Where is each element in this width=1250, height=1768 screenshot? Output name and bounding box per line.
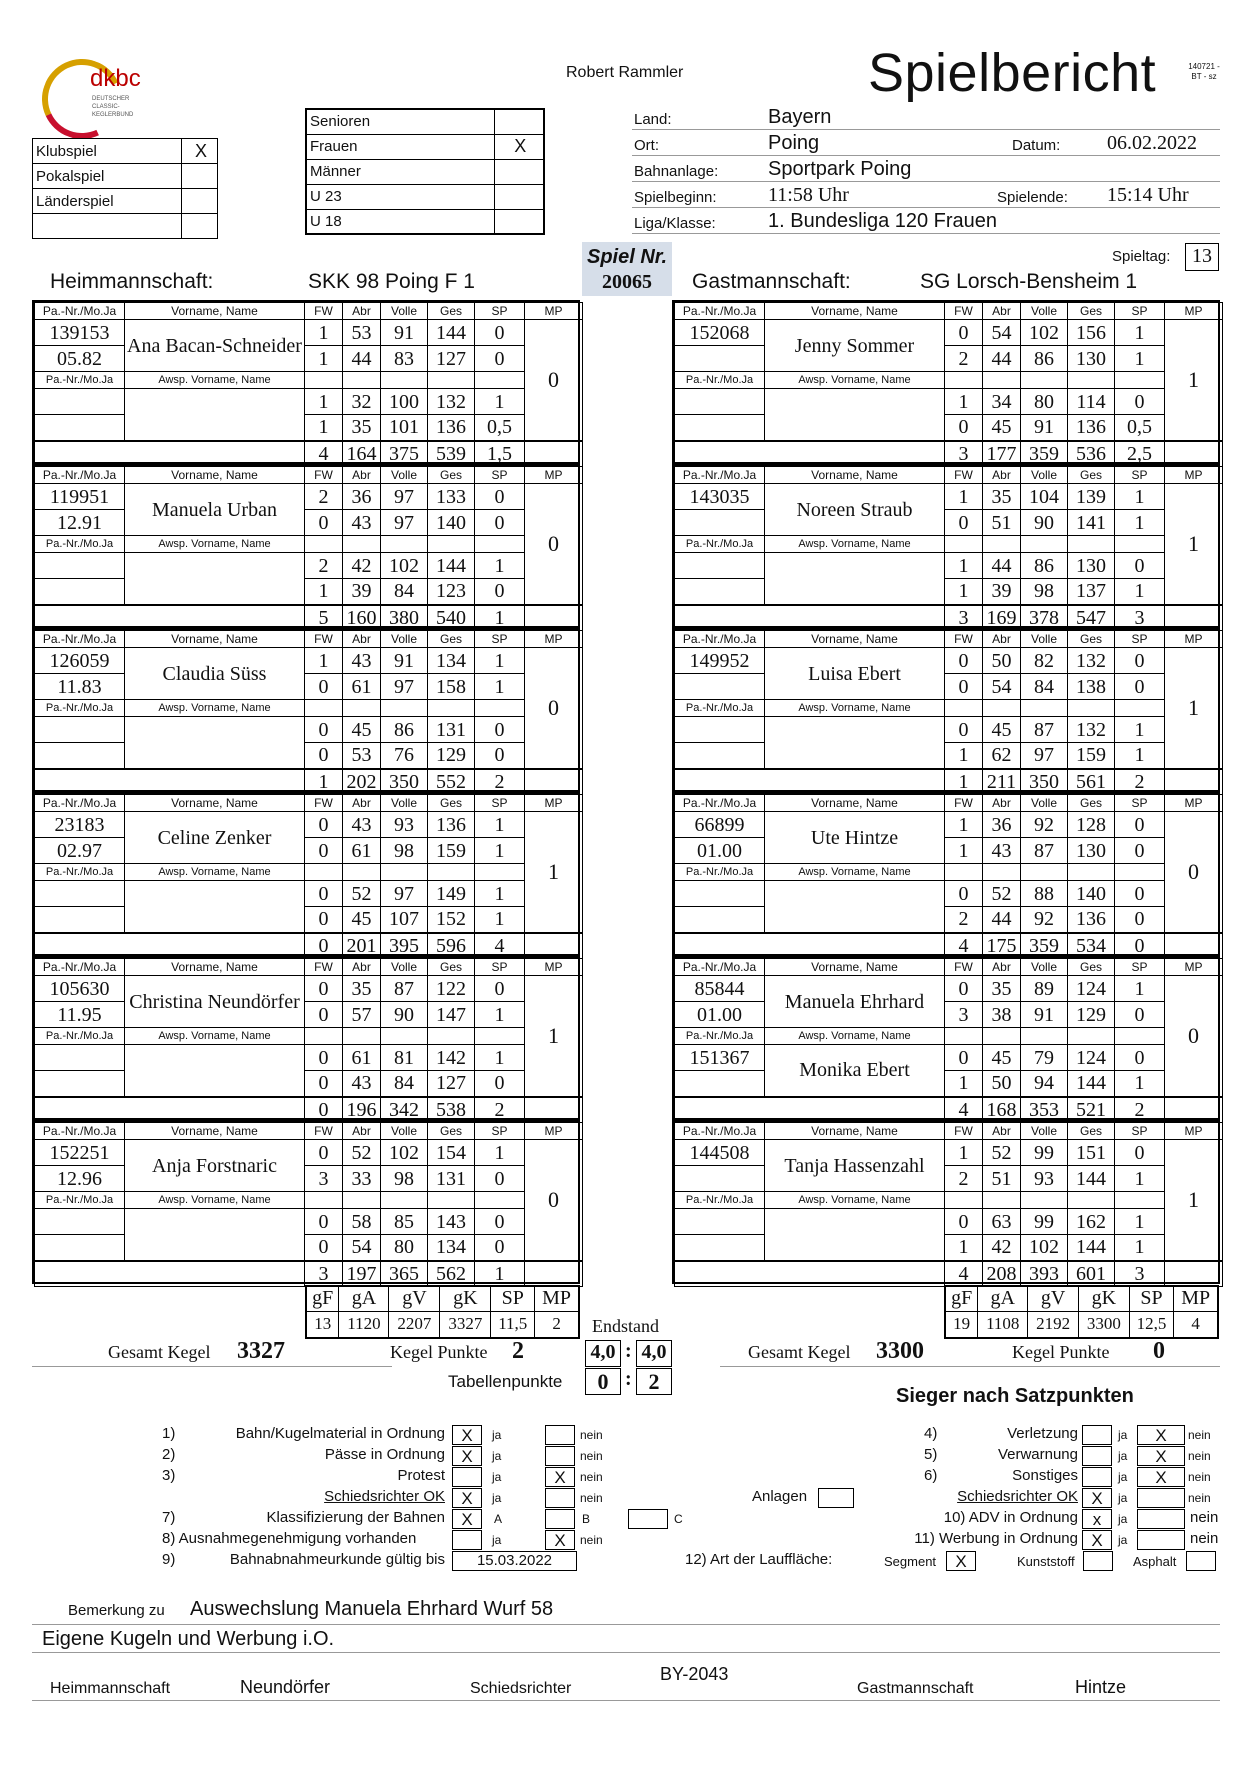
dkbc-logo: dkbc DEUTSCHER CLASSIC-KEGLERBUND — [40, 55, 150, 145]
category-mark — [494, 109, 544, 134]
player-born: 01.00 — [675, 838, 765, 864]
game-type-row — [33, 189, 218, 214]
home-player-block — [32, 464, 580, 628]
sub-name — [765, 389, 945, 441]
check-num: 1) — [162, 1425, 176, 1442]
check-num: 2) — [162, 1446, 176, 1463]
sub-pass — [35, 389, 125, 415]
game-type-label: Länderspiel — [33, 189, 182, 214]
summary-head: MP — [535, 1286, 579, 1312]
player-name: Tanja Hassenzahl — [765, 1140, 945, 1192]
segment-box[interactable]: X — [946, 1551, 976, 1571]
summary-value: 3300 — [1078, 1312, 1129, 1338]
info-land: Land: Bayern — [632, 104, 1220, 130]
anlagen-label: Anlagen — [752, 1488, 808, 1505]
page-title: Spielbericht — [868, 43, 1157, 103]
player-born — [675, 674, 765, 700]
nein-label: nein — [1188, 1449, 1211, 1463]
category-mark — [494, 159, 544, 184]
player-mp: 0 — [525, 1140, 583, 1261]
game-type-row — [33, 214, 218, 239]
player-score-table: Pa.-Nr./Mo.Ja Vorname, Name FW Abr Volle Ges SP MP 126059 Claudia Süss 1 43 91 134 1 0 11.83 0 61 97 158 1 Pa.-Nr./Mo.Ja Awsp. Vorname, Name 0 45 86 131 0 0 53 76 129 0 1 202 350 552 2 — [34, 630, 583, 795]
player-pass: 149952 — [675, 648, 765, 674]
check-ja-box[interactable] — [1082, 1467, 1112, 1487]
check-nein-box[interactable] — [545, 1425, 575, 1445]
summary-value: 1120 — [339, 1312, 389, 1338]
player-born: 11.95 — [35, 1002, 125, 1028]
ja-label: ja — [1118, 1428, 1128, 1442]
player-name: Celine Zenker — [125, 812, 305, 864]
ja-label: ja — [1118, 1449, 1128, 1463]
player-born: 12.96 — [35, 1166, 125, 1192]
score-home: 4,0 — [585, 1340, 621, 1367]
check-label: Sonstiges — [1012, 1467, 1078, 1484]
summary-value: 11,5 — [491, 1312, 535, 1338]
ja-label: ja — [1118, 1491, 1128, 1505]
remark-text-2: Eigene Kugeln und Werbung i.O. — [42, 1628, 335, 1650]
summary-head: gA — [339, 1286, 389, 1312]
player-score-table: Pa.-Nr./Mo.Ja Vorname, Name FW Abr Volle Ges SP MP 23183 Celine Zenker 0 43 93 136 1 1 02.97 0 61 98 159 1 Pa.-Nr./Mo.Ja Awsp. Vorname, Name 0 52 97 149 1 0 45 107 152 1 0 201 395 596 4 — [34, 794, 583, 959]
player-name: Anja Forstnaric — [125, 1140, 305, 1192]
category-row — [306, 209, 544, 234]
summary-value: 3327 — [440, 1312, 491, 1338]
check-nein-box[interactable]: X — [1137, 1467, 1185, 1487]
player-mp: 0 — [1165, 976, 1223, 1097]
home-kp-value: 2 — [512, 1338, 524, 1364]
player-name: Manuela Urban — [125, 484, 305, 536]
category-label: Senioren — [306, 109, 494, 134]
check-nein-box[interactable] — [1137, 1530, 1185, 1550]
player-mp: 1 — [1165, 1140, 1223, 1261]
ja-label: ja — [492, 1470, 502, 1484]
info-liga: Liga/Klasse: 1. Bundesliga 120 Frauen — [632, 208, 1220, 234]
kunststoff-box[interactable] — [1083, 1551, 1113, 1571]
segment-label: Segment — [884, 1554, 937, 1569]
game-type-mark: X — [182, 139, 218, 164]
spiel-nr-box: Spiel Nr. 20065 — [582, 242, 672, 296]
check-ja-box[interactable] — [452, 1530, 482, 1550]
guest-kp-label: Kegel Punkte — [1012, 1342, 1110, 1362]
home-player-block — [32, 956, 580, 1120]
check-ja-box[interactable]: X — [1082, 1488, 1112, 1508]
home-summary-table — [305, 1285, 580, 1339]
player-mp: 0 — [525, 648, 583, 769]
summary-value: 2207 — [389, 1312, 440, 1338]
player-name: Luisa Ebert — [765, 648, 945, 700]
check-ja-box[interactable]: X — [452, 1425, 482, 1445]
check-nein-box[interactable]: X — [1137, 1425, 1185, 1445]
player-score-table: Pa.-Nr./Mo.Ja Vorname, Name FW Abr Volle Ges SP MP 66899 Ute Hintze 1 36 92 128 0 0 01.00 1 43 87 130 0 Pa.-Nr./Mo.Ja Awsp. Vorname, Name 0 52 88 140 0 2 44 92 136 0 4 175 359 534 0 — [674, 794, 1223, 959]
home-team-name: SKK 98 Poing F 1 — [308, 270, 475, 293]
nein-label: nein — [580, 1449, 603, 1463]
tab-colon: : — [625, 1368, 632, 1390]
category-row — [306, 109, 544, 134]
summary-value: 1108 — [978, 1312, 1028, 1338]
summary-value: 13 — [306, 1312, 339, 1338]
sub-pass — [35, 881, 125, 907]
player-score-table: Pa.-Nr./Mo.Ja Vorname, Name FW Abr Volle Ges SP MP 149952 Luisa Ebert 0 50 82 132 0 1 0 54 84 138 0 Pa.-Nr./Mo.Ja Awsp. Vorname, Name 0 45 87 132 1 1 62 97 159 1 1 211 350 561 2 — [674, 630, 1223, 795]
remark-text: Auswechslung Manuela Ehrhard Wurf 58 — [190, 1598, 554, 1620]
player-mp: 0 — [525, 320, 583, 441]
player-name: Claudia Süss — [125, 648, 305, 700]
sieger-label: Sieger nach Satzpunkten — [896, 1385, 1134, 1407]
summary-value: 4 — [1174, 1312, 1218, 1338]
player-score-table: Pa.-Nr./Mo.Ja Vorname, Name FW Abr Volle Ges SP MP 105630 Christina Neundörfer 0 35 87 122 0 1 11.95 0 57 90 147 1 Pa.-Nr./Mo.Ja Awsp. Vorname, Name 0 61 81 142 1 0 43 84 127 0 0 196 342 538 2 — [34, 958, 583, 1123]
check-label: Klassifizierung der Bahnen — [266, 1509, 445, 1526]
remark-label: Bemerkung zu — [68, 1602, 165, 1619]
game-type-label: Klubspiel — [33, 139, 182, 164]
check-ja-box[interactable]: X — [452, 1488, 482, 1508]
nein-label: nein — [1188, 1428, 1211, 1442]
sub-pass — [675, 389, 765, 415]
player-score-table: Pa.-Nr./Mo.Ja Vorname, Name FW Abr Volle Ges SP MP 152068 Jenny Sommer 0 54 102 156 1 1 2 44 86 130 1 Pa.-Nr./Mo.Ja Awsp. Vorname, Name 1 34 80 114 0 0 45 91 136 0,5 3 177 359 536 2,5 — [674, 302, 1223, 467]
category-row — [306, 134, 544, 159]
home-team-label: Heimmannschaft: — [50, 270, 214, 293]
category-row — [306, 159, 544, 184]
sub-pass — [675, 881, 765, 907]
game-type-row — [33, 139, 218, 164]
summary-head: gF — [306, 1286, 339, 1312]
player-born — [675, 346, 765, 372]
schiedsrichter-ok-label: Schiedsrichter OK — [324, 1488, 445, 1505]
sub-name — [125, 1045, 305, 1097]
player-mp: 1 — [1165, 484, 1223, 605]
kunststoff-label: Kunststoff — [1017, 1554, 1075, 1569]
sub-name — [125, 1209, 305, 1261]
ja-label: ja — [1118, 1533, 1128, 1547]
nein-label: nein — [580, 1428, 603, 1442]
guest-gesamt-kegel: 3300 — [876, 1338, 924, 1364]
player-pass: 139153 — [35, 320, 125, 346]
info-bahn: Bahnanlage: Sportpark Poing — [632, 156, 1220, 182]
check-nein-box[interactable] — [545, 1446, 575, 1466]
game-type-mark — [182, 214, 218, 239]
player-pass: 143035 — [675, 484, 765, 510]
player-born: 05.82 — [35, 346, 125, 372]
category-label: Männer — [306, 159, 494, 184]
player-mp: 1 — [1165, 648, 1223, 769]
summary-head: SP — [1129, 1286, 1174, 1312]
ja-label: ja — [1118, 1470, 1128, 1484]
player-mp: 1 — [525, 976, 583, 1097]
nein-label: nein — [580, 1470, 603, 1484]
nein-label: nein — [580, 1533, 603, 1547]
check-ja-box[interactable]: X — [452, 1446, 482, 1466]
anlagen-box[interactable] — [818, 1488, 854, 1508]
check-label: 11) Werbung in Ordnung — [914, 1530, 1078, 1547]
lauf-label: 12) Art der Lauffläche: — [685, 1551, 833, 1568]
player-pass: 66899 — [675, 812, 765, 838]
player-score-table: Pa.-Nr./Mo.Ja Vorname, Name FW Abr Volle Ges SP MP 85844 Manuela Ehrhard 0 35 89 124 1 0 01.00 3 38 91 129 0 Pa.-Nr./Mo.Ja Awsp. Vorname, Name 151367 Monika Ebert 0 45 79 124 0 1 50 94 144 1 4 168 353 521 2 — [674, 958, 1223, 1123]
check-label: Protest — [397, 1467, 445, 1484]
summary-head: MP — [1174, 1286, 1218, 1312]
category-label: U 18 — [306, 209, 494, 234]
sub-name — [125, 389, 305, 441]
summary-value: 19 — [945, 1312, 978, 1338]
guest-player-block — [672, 956, 1220, 1120]
player-pass: 105630 — [35, 976, 125, 1002]
form-code: 140721 - BT - sz — [1188, 62, 1220, 81]
ja-label: ja — [492, 1533, 502, 1547]
guest-team-name: SG Lorsch-Bensheim 1 — [920, 270, 1138, 293]
check-ja-box[interactable] — [1082, 1425, 1112, 1445]
score-colon: : — [625, 1340, 632, 1362]
sub-pass — [35, 717, 125, 743]
player-mp: 1 — [525, 812, 583, 933]
footer-sr-code: BY-2043 — [660, 1664, 729, 1684]
home-kp-label: Kegel Punkte — [390, 1342, 488, 1362]
player-born: 11.83 — [35, 674, 125, 700]
asphalt-box[interactable] — [1186, 1551, 1216, 1571]
ja-label: ja — [1118, 1512, 1128, 1526]
player-score-table: Pa.-Nr./Mo.Ja Vorname, Name FW Abr Volle Ges SP MP 152251 Anja Forstnaric 0 52 102 154 1 0 12.96 3 33 98 131 0 Pa.-Nr./Mo.Ja Awsp. Vorname, Name 0 58 85 143 0 0 54 80 134 0 3 197 365 562 1 — [34, 1122, 583, 1287]
tabellenpunkte-label: Tabellenpunkte — [448, 1372, 563, 1391]
player-name: Jenny Sommer — [765, 320, 945, 372]
check-num: 9) — [162, 1551, 176, 1568]
check-nein-box[interactable]: X — [545, 1530, 575, 1550]
sub-pass — [35, 553, 125, 579]
check-label: Verwarnung — [997, 1446, 1078, 1463]
category-mark: X — [494, 134, 544, 159]
score-guest: 4,0 — [636, 1340, 672, 1367]
game-type-label — [33, 214, 182, 239]
game-type-table — [32, 138, 218, 239]
home-gesamt-label: Gesamt Kegel — [108, 1342, 211, 1362]
sub-pass — [675, 717, 765, 743]
check-label: Verletzung — [1007, 1425, 1078, 1442]
check-nein-box[interactable] — [1137, 1488, 1185, 1508]
player-name: Ana Bacan-Schneider — [125, 320, 305, 372]
guest-summary-table — [944, 1285, 1219, 1339]
summary-value: 2192 — [1028, 1312, 1079, 1338]
nein-label: nein — [1190, 1530, 1219, 1547]
check-a-box[interactable]: X — [452, 1509, 482, 1529]
home-player-block — [32, 1120, 580, 1284]
player-pass: 85844 — [675, 976, 765, 1002]
sub-pass — [675, 1209, 765, 1235]
check-b-box[interactable] — [545, 1509, 575, 1529]
check-nein-box[interactable]: X — [545, 1467, 575, 1487]
ja-label: ja — [492, 1428, 502, 1442]
footer-guest-label: Gastmannschaft — [857, 1680, 974, 1697]
player-name: Noreen Straub — [765, 484, 945, 536]
footer-guest-signature: Hintze — [1075, 1677, 1127, 1697]
endstand-label: Endstand — [592, 1316, 659, 1336]
check-ja-box[interactable] — [1082, 1446, 1112, 1466]
check-num: 7) — [162, 1509, 176, 1526]
guest-team-label: Gastmannschaft: — [692, 270, 851, 293]
bahnabnahme-date[interactable]: 15.03.2022 — [452, 1551, 577, 1571]
guest-kp-value: 0 — [1153, 1338, 1165, 1364]
player-mp: 1 — [1165, 320, 1223, 441]
player-pass: 152068 — [675, 320, 765, 346]
nein-label: nein — [1188, 1491, 1211, 1505]
check-label: Pässe in Ordnung — [324, 1446, 445, 1463]
sub-name: Monika Ebert — [765, 1045, 945, 1097]
category-label: Frauen — [306, 134, 494, 159]
nein-label: nein — [580, 1491, 603, 1505]
check-c-box[interactable] — [628, 1509, 668, 1529]
player-score-table: Pa.-Nr./Mo.Ja Vorname, Name FW Abr Volle Ges SP MP 139153 Ana Bacan-Schneider 1 53 91 144 0 0 05.82 1 44 83 127 0 Pa.-Nr./Mo.Ja Awsp. Vorname, Name 1 32 100 132 1 1 35 101 136 0,5 4 164 375 539 1,5 — [34, 302, 583, 467]
footer-sr-label: Schiedsrichter — [470, 1680, 572, 1697]
b-label: B — [582, 1512, 591, 1526]
sub-name — [125, 717, 305, 769]
summary-value: 12,5 — [1129, 1312, 1174, 1338]
player-score-table: Pa.-Nr./Mo.Ja Vorname, Name FW Abr Volle Ges SP MP 144508 Tanja Hassenzahl 1 52 99 151 0 1 2 51 93 144 1 Pa.-Nr./Mo.Ja Awsp. Vorname, Name 0 63 99 162 1 1 42 102 144 1 4 208 393 601 3 — [674, 1122, 1223, 1287]
category-table — [305, 108, 545, 235]
check-nein-box[interactable] — [545, 1488, 575, 1508]
check-label: Bahn/Kugelmaterial in Ordnung — [235, 1425, 445, 1442]
spieltag-label: Spieltag: — [1112, 248, 1171, 265]
check-num: 4) — [924, 1425, 938, 1442]
player-score-table: Pa.-Nr./Mo.Ja Vorname, Name FW Abr Volle Ges SP MP 143035 Noreen Straub 1 35 104 139 1 1 0 51 90 141 1 Pa.-Nr./Mo.Ja Awsp. Vorname, Name 1 44 86 130 0 1 39 98 137 1 3 169 378 547 3 — [674, 466, 1223, 631]
player-pass: 23183 — [35, 812, 125, 838]
guest-player-block — [672, 1120, 1220, 1284]
check-num: 5) — [924, 1446, 938, 1463]
player-pass: 126059 — [35, 648, 125, 674]
sub-pass — [675, 553, 765, 579]
guest-player-block — [672, 792, 1220, 956]
check-ja-box[interactable]: X — [1082, 1530, 1112, 1550]
home-player-block — [32, 628, 580, 792]
player-born — [675, 510, 765, 536]
sub-pass — [35, 1045, 125, 1071]
summary-head: gF — [945, 1286, 978, 1312]
player-mp: 0 — [1165, 812, 1223, 933]
sub-name — [765, 881, 945, 933]
home-gesamt-kegel: 3327 — [237, 1338, 285, 1364]
player-pass: 119951 — [35, 484, 125, 510]
player-born: 02.97 — [35, 838, 125, 864]
game-type-row — [33, 164, 218, 189]
player-born — [675, 1166, 765, 1192]
tab-home: 0 — [585, 1368, 621, 1395]
summary-value: 2 — [535, 1312, 579, 1338]
tab-guest: 2 — [636, 1368, 672, 1395]
category-row — [306, 184, 544, 209]
player-born: 12.91 — [35, 510, 125, 536]
nein-label: nein — [1190, 1509, 1219, 1526]
check-nein-box[interactable] — [1137, 1509, 1185, 1529]
player-pass: 144508 — [675, 1140, 765, 1166]
player-born: 01.00 — [675, 1002, 765, 1028]
summary-head: gK — [440, 1286, 491, 1312]
sub-name — [765, 553, 945, 605]
check-nein-box[interactable]: X — [1137, 1446, 1185, 1466]
asphalt-label: Asphalt — [1133, 1554, 1177, 1569]
info-ort: Ort: Poing Datum: 06.02.2022 — [632, 130, 1220, 156]
guest-gesamt-label: Gesamt Kegel — [748, 1342, 851, 1362]
schiedsrichter-ok-label-2: Schiedsrichter OK — [957, 1488, 1078, 1505]
player-mp: 0 — [525, 484, 583, 605]
sub-name — [765, 717, 945, 769]
sub-pass: 151367 — [675, 1045, 765, 1071]
check-label: 8) Ausnahmegenehmigung vorhanden — [162, 1530, 417, 1547]
a-label: A — [494, 1512, 503, 1526]
category-label: U 23 — [306, 184, 494, 209]
spieltag-value: 13 — [1185, 243, 1219, 271]
check-num: 6) — [924, 1467, 938, 1484]
sub-name — [125, 553, 305, 605]
player-name: Manuela Ehrhard — [765, 976, 945, 1028]
header-referee-name: Robert Rammler — [566, 64, 684, 81]
home-player-block — [32, 300, 580, 464]
summary-head: gK — [1078, 1286, 1129, 1312]
footer-home-label: Heimmannschaft — [50, 1680, 171, 1697]
player-score-table: Pa.-Nr./Mo.Ja Vorname, Name FW Abr Volle Ges SP MP 119951 Manuela Urban 2 36 97 133 0 0 12.91 0 43 97 140 0 Pa.-Nr./Mo.Ja Awsp. Vorname, Name 2 42 102 144 1 1 39 84 123 0 5 160 380 540 1 — [34, 466, 583, 631]
player-name: Christina Neundörfer — [125, 976, 305, 1028]
sub-name — [125, 881, 305, 933]
c-label: C — [674, 1512, 683, 1526]
summary-head: SP — [491, 1286, 535, 1312]
player-name: Ute Hintze — [765, 812, 945, 864]
check-ja-box[interactable] — [452, 1467, 482, 1487]
guest-player-block — [672, 300, 1220, 464]
sub-pass — [35, 1209, 125, 1235]
check-num: 3) — [162, 1467, 176, 1484]
home-player-block — [32, 792, 580, 956]
game-type-mark — [182, 189, 218, 214]
guest-player-block — [672, 628, 1220, 792]
game-type-label: Pokalspiel — [33, 164, 182, 189]
info-beginn: Spielbeginn: 11:58 Uhr Spielende: 15:14 Uhr — [632, 182, 1220, 208]
category-mark — [494, 184, 544, 209]
nein-label: nein — [1188, 1470, 1211, 1484]
ja-label: ja — [492, 1449, 502, 1463]
check-label: 10) ADV in Ordnung — [943, 1509, 1078, 1526]
player-pass: 152251 — [35, 1140, 125, 1166]
sub-name — [765, 1209, 945, 1261]
footer-home-signature: Neundörfer — [240, 1677, 331, 1697]
ja-label: ja — [492, 1491, 502, 1505]
guest-player-block — [672, 464, 1220, 628]
summary-head: gV — [389, 1286, 440, 1312]
game-type-mark — [182, 164, 218, 189]
check-label: Bahnabnahmeurkunde gültig bis — [229, 1551, 445, 1568]
category-mark — [494, 209, 544, 234]
summary-head: gA — [978, 1286, 1028, 1312]
check-ja-box[interactable]: x — [1082, 1509, 1112, 1529]
summary-head: gV — [1028, 1286, 1079, 1312]
